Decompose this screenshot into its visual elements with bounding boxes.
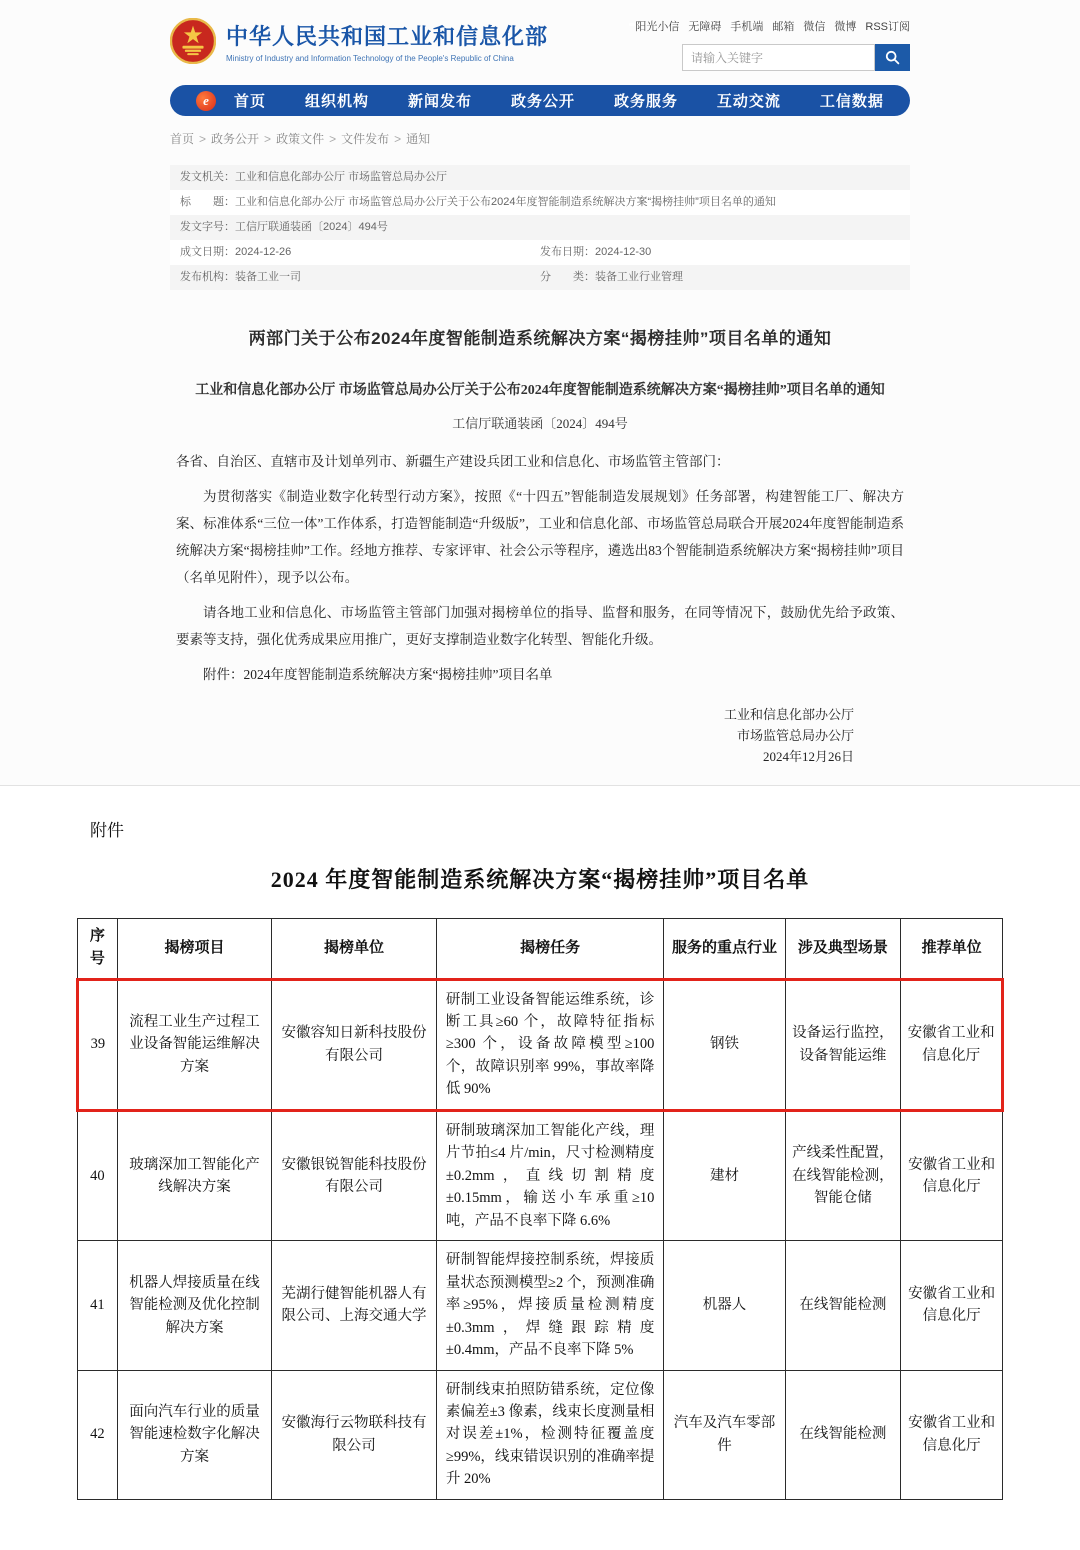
- search-button[interactable]: [875, 44, 910, 71]
- col-header-scenes: 涉及典型场景: [785, 919, 901, 980]
- cell-recommender: 安徽省工业和信息化厅: [901, 1241, 1003, 1370]
- meta-row-publisher: [170, 265, 910, 290]
- cell-unit: 安徽容知日新科技股份有限公司: [272, 979, 437, 1110]
- breadcrumb-separator: >: [329, 132, 337, 146]
- breadcrumb-separator: >: [264, 132, 272, 146]
- page-title: 两部门关于公布2024年度智能制造系统解决方案“揭榜挂帅”项目名单的通知: [248, 329, 832, 348]
- cell-unit: 安徽海行云物联科技有限公司: [272, 1370, 437, 1499]
- breadcrumb-separator: >: [394, 132, 402, 146]
- document-number: 工信厅联通装函〔2024〕494号: [452, 416, 628, 431]
- sign-date: 2024年12月26日: [762, 749, 854, 764]
- meta-label: 成文日期：: [180, 246, 235, 258]
- cell-industry: 建材: [664, 1110, 785, 1240]
- cell-scenes: 设备运行监控，设备智能运维: [785, 979, 901, 1110]
- link-accessibility[interactable]: 无障碍: [688, 21, 722, 33]
- nav-item-organization[interactable]: 组织机构: [304, 93, 369, 110]
- link-mobile[interactable]: 手机端: [730, 21, 764, 33]
- meta-value: 工信厅联通装函〔2024〕494号: [235, 221, 388, 233]
- quick-links: [635, 18, 910, 34]
- breadcrumb-notice[interactable]: 通知: [406, 132, 431, 146]
- paragraph-1: 为贯彻落实《制造业数字化转型行动方案》，按照《“十四五”智能制造发展规划》任务部署，构建智能工厂、解决方案、标准体系“三位一体”工作体系，打造智能制造“升级版”，工业和信息化部、市场监管总局联合开展2024年度智能制造系统解决方案“揭榜挂帅”工作。经地方推荐、专家评审、社会公示等程序，遴选出83个智能制造系统解决方案“揭榜挂帅”项目（名单见附件），现予以公布。: [176, 489, 904, 585]
- meta-value: 2024-12-30: [595, 246, 652, 258]
- cell-industry: 钢铁: [664, 979, 785, 1110]
- cell-recommender: 安徽省工业和信息化厅: [901, 979, 1003, 1110]
- cell-unit: 安徽银锐智能科技股份有限公司: [272, 1110, 437, 1240]
- table-row-42: [78, 1370, 1003, 1499]
- document-subtitle: 工业和信息化部办公厅 市场监管总局办公厅关于公布2024年度智能制造系统解决方案“揭榜挂帅”项目名单的通知: [195, 383, 885, 398]
- nav-items: [234, 90, 884, 111]
- search-input[interactable]: [682, 44, 875, 71]
- table-row-40: [78, 1110, 1003, 1240]
- meta-label: 发布机构：: [180, 271, 235, 283]
- nav-item-home[interactable]: 首页: [234, 93, 267, 110]
- cell-unit: 芜湖行健智能机器人有限公司、上海交通大学: [272, 1241, 437, 1370]
- table-row-41: [78, 1241, 1003, 1370]
- search-icon: [885, 50, 900, 65]
- project-table: [76, 918, 1004, 1500]
- salutation: 各省、自治区、直辖市及计划单列市、新疆生产建设兵团工业和信息化、市场监管主管部门：: [176, 454, 730, 469]
- header-right: [635, 18, 910, 71]
- attachment-label: 附件: [90, 821, 124, 840]
- meta-value: 工业和信息化部办公厅 市场监管总局办公厅: [235, 171, 448, 183]
- col-header-project: 揭榜项目: [117, 919, 271, 980]
- attachment-title: 2024 年度智能制造系统解决方案“揭榜挂帅”项目名单: [270, 867, 810, 892]
- meta-label: 发文机关：: [180, 171, 235, 183]
- col-header-unit: 揭榜单位: [272, 919, 437, 980]
- meta-value: 装备工业一司: [235, 271, 301, 283]
- nav-item-gov-service[interactable]: 政务服务: [613, 93, 678, 110]
- main-nav: [170, 85, 910, 116]
- cell-no: 41: [78, 1241, 118, 1370]
- cell-recommender: 安徽省工业和信息化厅: [901, 1370, 1003, 1499]
- breadcrumb: [170, 130, 910, 147]
- col-header-no: 序号: [78, 919, 118, 980]
- national-emblem-icon: [170, 18, 216, 64]
- cell-project: 流程工业生产过程工业设备智能运维解决方案: [117, 979, 271, 1110]
- cell-scenes: 在线智能检测: [785, 1241, 901, 1370]
- col-header-task: 揭榜任务: [436, 919, 664, 980]
- table-header-row: [78, 919, 1003, 980]
- nav-item-news[interactable]: 新闻发布: [407, 93, 472, 110]
- col-header-recommender: 推荐单位: [901, 919, 1003, 980]
- link-wechat[interactable]: 微信: [803, 21, 826, 33]
- cell-project: 玻璃深加工智能化产线解决方案: [117, 1110, 271, 1240]
- cell-task: 研制工业设备智能运维系统，诊断工具≥60 个，故障特征指标≥300 个，设备故障模型≥100 个，故障识别率 99%，事故率降低 90%: [436, 979, 664, 1110]
- breadcrumb-gov-info[interactable]: 政务公开: [211, 132, 260, 146]
- paragraph-2: 请各地工业和信息化、市场监管主管部门加强对揭榜单位的指导、监督和服务，在同等情况下，鼓励优先给予政策、要素等支持，强化优秀成果应用推广，更好支撑制造业数字化转型、智能化升级。: [176, 605, 904, 647]
- nav-item-interaction[interactable]: 互动交流: [716, 93, 781, 110]
- cell-no: 40: [78, 1110, 118, 1240]
- nav-item-gov-info[interactable]: 政务公开: [510, 93, 575, 110]
- cell-no: 39: [78, 979, 118, 1110]
- cell-task: 研制玻璃深加工智能化产线，理片节拍≤4 片/min，尺寸检测精度±0.2mm，直线切割精度±0.15mm，输送小车承重≥10 吨，产品不良率下降 6.6%: [436, 1110, 664, 1240]
- cell-industry: 汽车及汽车零部件: [664, 1370, 785, 1499]
- cell-scenes: 产线柔性配置，在线智能检测，智能仓储: [785, 1110, 901, 1240]
- col-header-industry: 服务的重点行业: [664, 919, 785, 980]
- breadcrumb-file-release[interactable]: 文件发布: [341, 132, 390, 146]
- meta-label: 分 类：: [540, 271, 595, 283]
- breadcrumb-separator: >: [199, 132, 207, 146]
- meta-row-issuing-agency: [170, 165, 910, 190]
- cell-project: 面向汽车行业的质量智能速检数字化解决方案: [117, 1370, 271, 1499]
- notice-document: [170, 324, 910, 767]
- meta-row-doc-number: [170, 215, 910, 240]
- search-bar: [682, 44, 910, 71]
- site-header: [170, 0, 910, 71]
- miit-logo-icon: e: [196, 91, 216, 111]
- document-meta: [170, 165, 910, 290]
- table-row-39-highlighted: [78, 979, 1003, 1110]
- cell-scenes: 在线智能检测: [785, 1370, 901, 1499]
- cell-task: 研制智能焊接控制系统，焊接质量状态预测模型≥2 个，预测准确率≥95%，焊接质量检测精度±0.3mm，焊缝跟踪精度±0.4mm，产品不良率下降 5%: [436, 1241, 664, 1370]
- cell-no: 42: [78, 1370, 118, 1499]
- meta-label: 标 题：: [180, 196, 235, 208]
- attachment-line: 附件：2024年度智能制造系统解决方案“揭榜挂帅”项目名单: [203, 667, 553, 682]
- breadcrumb-home[interactable]: 首页: [170, 132, 195, 146]
- cell-task: 研制线束拍照防错系统，定位像素偏差±3 像素，线束长度测量相对误差±1%，检测特征覆盖度≥99%，线束错误识别的准确率提升 20%: [436, 1370, 664, 1499]
- link-sunshine[interactable]: 阳光小信: [635, 21, 680, 33]
- cell-industry: 机器人: [664, 1241, 785, 1370]
- site-subtitle: Ministry of Industry and Information Technology of the People's Republic of China: [226, 53, 514, 63]
- meta-row-title: [170, 190, 910, 215]
- site-title: 中华人民共和国工业和信息化部: [226, 23, 549, 49]
- cell-recommender: 安徽省工业和信息化厅: [901, 1110, 1003, 1240]
- meta-label: 发布日期：: [540, 246, 595, 258]
- signer-2: 市场监管总局办公厅: [736, 728, 854, 743]
- document-body: [170, 448, 910, 688]
- site-brand: [170, 18, 548, 64]
- link-weibo[interactable]: 微博: [834, 21, 857, 33]
- meta-value: 装备工业行业管理: [595, 271, 683, 283]
- brand-text: [226, 20, 548, 63]
- link-mail[interactable]: 邮箱: [772, 21, 795, 33]
- meta-row-dates: [170, 240, 910, 265]
- signer-1: 工业和信息化部办公厅: [723, 707, 854, 722]
- attachment-section: [76, 816, 1004, 1550]
- nav-item-data[interactable]: 工信数据: [819, 93, 884, 110]
- breadcrumb-policy-files[interactable]: 政策文件: [276, 132, 325, 146]
- link-rss[interactable]: RSS订阅: [865, 21, 910, 33]
- meta-value: 2024-12-26: [235, 246, 292, 258]
- cell-project: 机器人焊接质量在线智能检测及优化控制解决方案: [117, 1241, 271, 1370]
- signature-block: [170, 704, 910, 767]
- meta-value: 工业和信息化部办公厅 市场监管总局办公厅关于公布2024年度智能制造系统解决方案“揭榜挂帅”项目名单的通知: [235, 196, 776, 208]
- meta-label: 发文字号：: [180, 221, 235, 233]
